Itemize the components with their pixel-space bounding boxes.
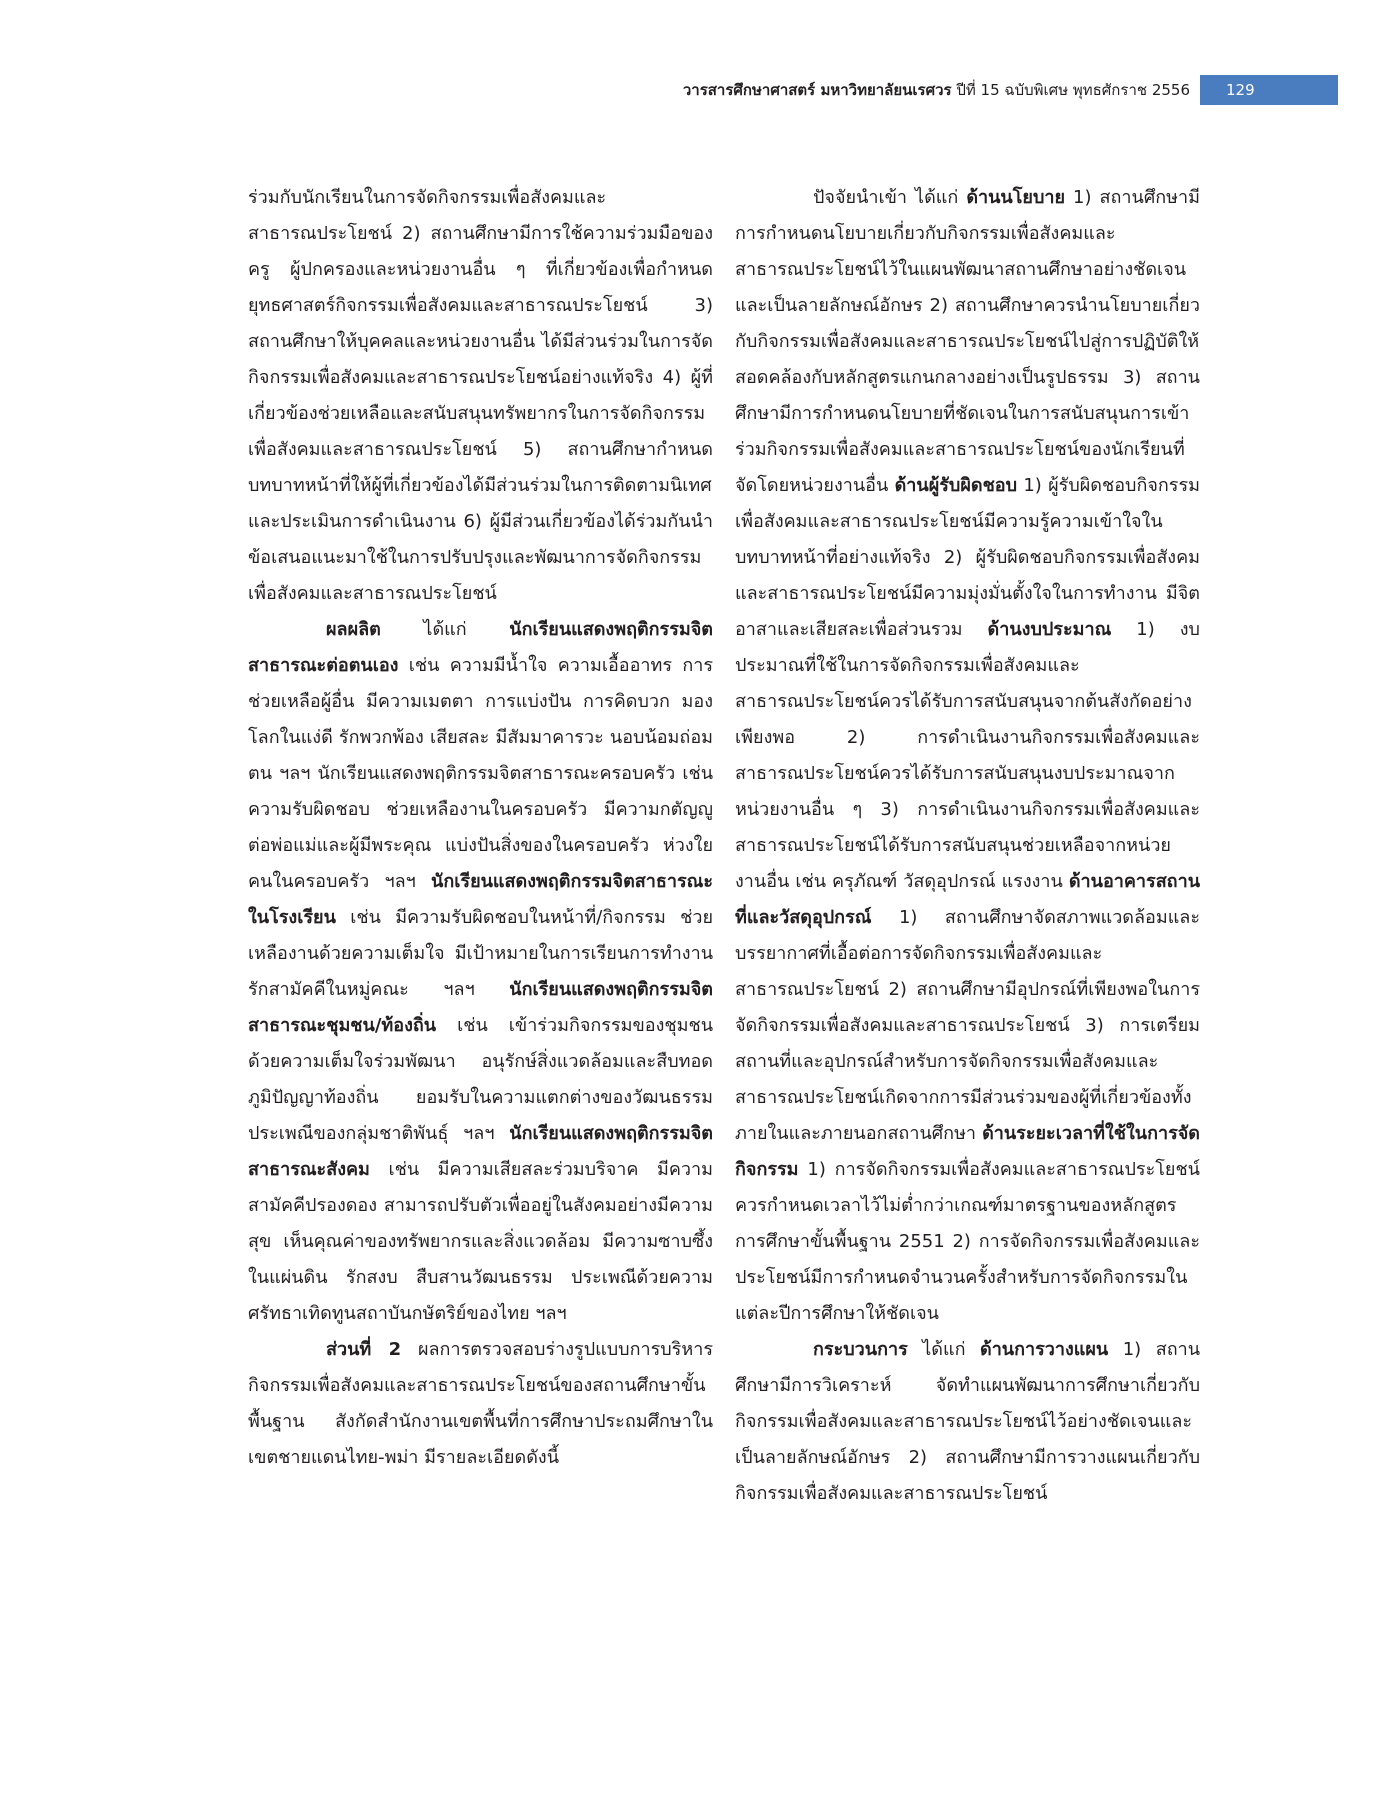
text: ได้แก่	[380, 619, 510, 640]
bold-term: นักเรียนแสดงพฤติกรรมจิตสาธารณะต่อตนเอง	[248, 619, 713, 676]
text: ปัจจัยนำเข้า ได้แก่	[813, 187, 967, 208]
paragraph	[248, 1332, 713, 1476]
bold-term: กระบวนการ	[813, 1339, 908, 1360]
journal-title: วารสารศึกษาศาสตร์ มหาวิทยาลัยนเรศวร	[682, 81, 952, 99]
text: ผลการตรวจสอบร่างรูปแบบการบริหารกิจกรรมเพื่อสังคมและสาธารณประโยชน์ของสถานศึกษาขั้นพื้นฐาน สังกัดสำนักงานเขตพื้นที่การศึกษาประถมศึกษาในเขตชายแดนไทย-พม่า มีรายละเอียดดังนี้	[248, 1339, 713, 1468]
text: ได้แก่	[907, 1339, 980, 1360]
paragraph	[735, 1332, 1200, 1512]
running-header	[420, 75, 1190, 105]
text: 1) งบประมาณที่ใช้ในการจัดกิจกรรมเพื่อสังคมและสาธารณประโยชน์ควรได้รับการสนับสนุนจากต้นสังกัดอย่างเพียงพอ 2) การดำเนินงานกิจกรรมเพื่อสังคมและสาธารณประโยชน์ควรได้รับการสนับสนุนงบประมาณจากหน่วยงานอื่น ๆ 3) การดำเนินงานกิจกรรมเพื่อสังคมและสาธารณประโยชน์ได้รับการสนับสนุนช่วยเหลือจากหน่วยงานอื่น เช่น ครุภัณฑ์ วัสดุอุปกรณ์ แรงงาน	[735, 619, 1200, 892]
text: เช่น มีความรับผิดชอบในหน้าที่/กิจกรรม ช่วยเหลืองานด้วยความเต็มใจ มีเป้าหมายในการเรียนการทำงานรักสามัคคีในหมู่คณะ ฯลฯ	[248, 907, 713, 1000]
bold-term: นักเรียนแสดงพฤติกรรมจิตสาธารณะชุมชน/ท้องถิ่น	[248, 979, 713, 1036]
bold-term: ด้านระยะเวลาที่ใช้ในการจัดกิจกรรม	[735, 1123, 1200, 1180]
text: 1) สถานศึกษามีการวิเคราะห์ จัดทำแผนพัฒนาการศึกษาเกี่ยวกับกิจกรรมเพื่อสังคมและสาธารณประโยชน์ไว้อย่างชัดเจนและเป็นลายลักษณ์อักษร 2) สถานศึกษามีการวางแผนเกี่ยวกับกิจกรรมเพื่อสังคมและสาธารณประโยชน์	[735, 1339, 1201, 1504]
text: เช่น เข้าร่วมกิจกรรมของชุมชนด้วยความเต็มใจร่วมพัฒนา อนุรักษ์สิ่งแวดล้อมและสืบทอดภูมิปัญญาท้องถิ่น ยอมรับในความแตกต่างของวัฒนธรรมประเพณีของกลุ่มชาติพันธุ์ ฯลฯ	[248, 1015, 713, 1144]
bold-term: นักเรียนแสดงพฤติกรรมจิตสาธารณะในโรงเรียน	[248, 871, 713, 928]
text: 1) ผู้รับผิดชอบกิจกรรมเพื่อสังคมและสาธารณประโยชน์มีความรู้ความเข้าใจในบทบาทหน้าที่อย่างแท้จริง 2) ผู้รับผิดชอบกิจกรรมเพื่อสังคมและสาธารณประโยชน์มีความมุ่งมั่นตั้งใจในการทำงาน มีจิตอาสาและเสียสละเพื่อส่วนรวม	[735, 475, 1200, 640]
bold-term: ด้านการวางแผน	[980, 1339, 1109, 1360]
text: เช่น มีความเสียสละร่วมบริจาค มีความสามัคคีปรองดอง สามารถปรับตัวเพื่ออยู่ในสังคมอย่างมีความสุข เห็นคุณค่าของทรัพยากรและสิ่งแวดล้อม มีความซาบซึ้งในแผ่นดิน รักสงบ สืบสานวัฒนธรรม ประเพณีด้วยความศรัทธาเทิดทูนสถาบันกษัตริย์ของไทย ฯลฯ	[248, 1159, 713, 1324]
bold-term: ด้านอาคารสถานที่และวัสดุอุปกรณ์	[735, 871, 1200, 928]
paragraph	[248, 180, 713, 612]
paragraph	[735, 180, 1200, 1332]
text: 1) สถานศึกษามีการกำหนดนโยบายเกี่ยวกับกิจกรรมเพื่อสังคมและสาธารณประโยชน์ไว้ในแผนพัฒนาสถานศึกษาอย่างชัดเจนและเป็นลายลักษณ์อักษร 2) สถานศึกษาควรนำนโยบายเกี่ยวกับกิจกรรมเพื่อสังคมและสาธารณประโยชน์ไปสู่การปฏิบัติให้สอดคล้องกับหลักสูตรแกนกลางอย่างเป็นรูปธรรม 3) สถานศึกษามีการกำหนดนโยบายที่ชัดเจนในการสนับสนุนการเข้าร่วมกิจกรรมเพื่อสังคมและสาธารณประโยชน์ของนักเรียนที่จัดโดยหน่วยงานอื่น	[735, 187, 1200, 496]
paragraph	[248, 612, 713, 1332]
left-column	[248, 180, 713, 1476]
paragraph-text: ร่วมกับนักเรียนในการจัดกิจกรรมเพื่อสังคมและสาธารณประโยชน์ 2) สถานศึกษามีการใช้ความร่วมมือของครู ผู้ปกครองและหน่วยงานอื่น ๆ ที่เกี่ยวข้องเพื่อกำหนดยุทธศาสตร์กิจกรรมเพื่อสังคมและสาธารณประโยชน์ 3) สถานศึกษาให้บุคคลและหน่วยงานอื่น ได้มีส่วนร่วมในการจัดกิจกรรมเพื่อสังคมและสาธารณประโยชน์อย่างแท้จริง 4) ผู้ที่เกี่ยวข้องช่วยเหลือและสนับสนุนทรัพยากรในการจัดกิจกรรมเพื่อสังคมและสาธารณประโยชน์ 5) สถานศึกษากำหนดบทบาทหน้าที่ให้ผู้ที่เกี่ยวข้องได้มีส่วนร่วมในการติดตามนิเทศ และประเมินการดำเนินงาน 6) ผู้มีส่วนเกี่ยวข้องได้ร่วมกันนำข้อเสนอแนะมาใช้ในการปรับปรุงและพัฒนาการจัดกิจกรรมเพื่อสังคมและสาธารณประโยชน์	[248, 187, 713, 604]
bold-term: นักเรียนแสดงพฤติกรรมจิตสาธารณะสังคม	[248, 1123, 713, 1180]
bold-term: ส่วนที่ 2	[326, 1339, 402, 1360]
right-column	[735, 180, 1200, 1512]
issue-info: ปีที่ 15 ฉบับพิเศษ พุทธศักราช 2556	[956, 81, 1190, 99]
bold-term: ผลผลิต	[326, 619, 381, 640]
text: 1) สถานศึกษาจัดสภาพแวดล้อมและบรรยากาศที่เอื้อต่อการจัดกิจกรรมเพื่อสังคมและสาธารณประโยชน์ 2) สถานศึกษามีอุปกรณ์ที่เพียงพอในการจัดกิจกรรมเพื่อสังคมและสาธารณประโยชน์ 3) การเตรียมสถานที่และอุปกรณ์สำหรับการจัดกิจกรรมเพื่อสังคมและสาธารณประโยชน์เกิดจากการมีส่วนร่วมของผู้ที่เกี่ยวข้องทั้งภายในและภายนอกสถานศึกษา	[735, 907, 1200, 1144]
bold-term: ด้านนโยบาย	[966, 187, 1066, 208]
page-number-badge	[1200, 75, 1338, 105]
text: เช่น ความมีน้ำใจ ความเอื้ออาทร การช่วยเหลือผู้อื่น มีความเมตตา การแบ่งปัน การคิดบวก มองโลกในแง่ดี รักพวกพ้อง เสียสละ มีสัมมาคารวะ นอบน้อมถ่อมตน ฯลฯ นักเรียนแสดงพฤติกรรมจิตสาธารณะครอบครัว เช่น ความรับผิดชอบ ช่วยเหลืองานในครอบครัว มีความกตัญญูต่อพ่อแม่และผู้มีพระคุณ แบ่งปันสิ่งของในครอบครัว ห่วงใยคนในครอบครัว ฯลฯ	[248, 655, 713, 892]
page-number: 129	[1226, 81, 1255, 99]
text: 1) การจัดกิจกรรมเพื่อสังคมและสาธารณประโยชน์ควรกำหนดเวลาไว้ไม่ต่ำกว่าเกณฑ์มาตรฐานของหลักสูตรการศึกษาขั้นพื้นฐาน 2551 2) การจัดกิจกรรมเพื่อสังคมและประโยชน์มีการกำหนดจำนวนครั้งสำหรับการจัดกิจกรรมในแต่ละปีการศึกษาให้ชัดเจน	[735, 1159, 1200, 1324]
bold-term: ด้านผู้รับผิดชอบ	[894, 475, 1018, 496]
bold-term: ด้านงบประมาณ	[987, 619, 1112, 640]
